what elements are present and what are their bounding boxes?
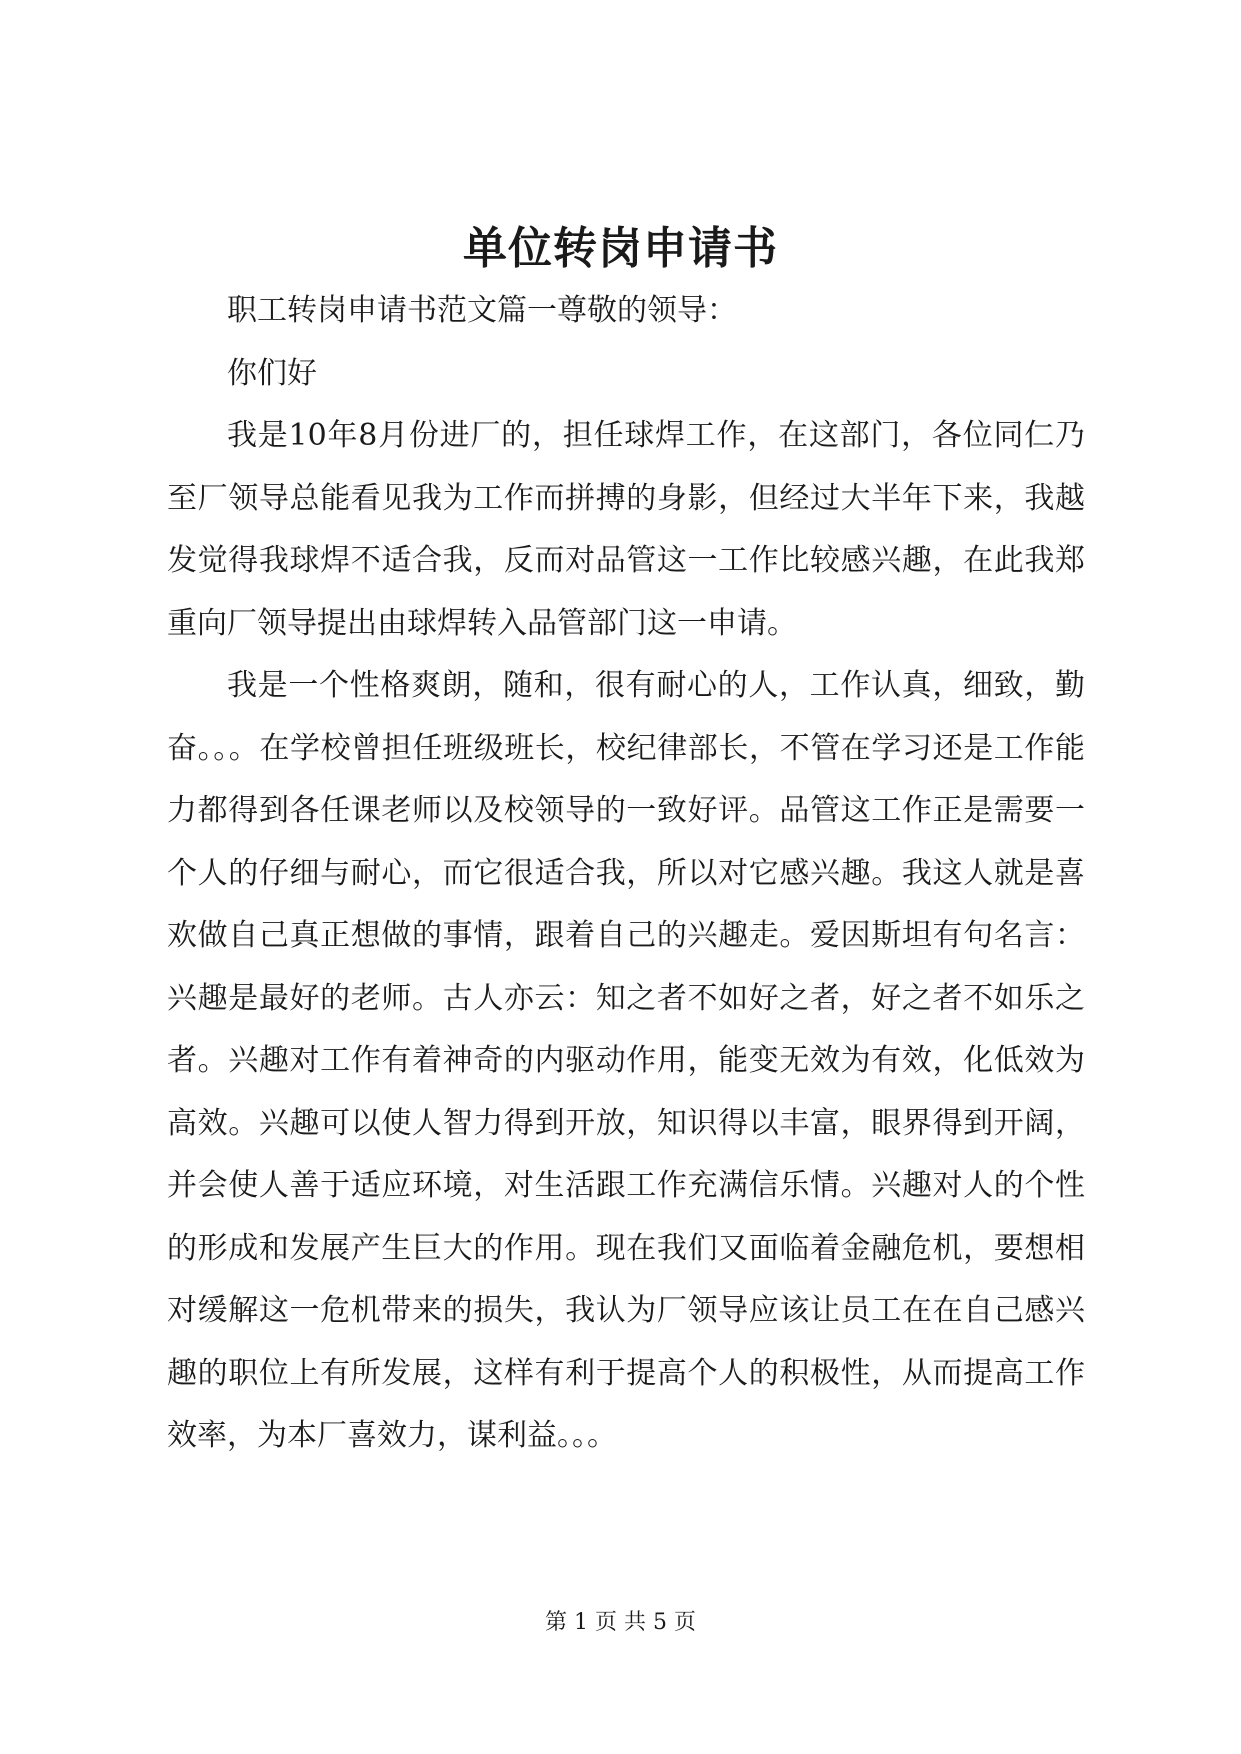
paragraph-background: 我是10年8月份进厂的，担任球焊工作，在这部门，各位同仁乃至厂领导总能看见我为工作而拼搏的身影，但经过大半年下来，我越发觉得我球焊不适合我，反而对品管这一工作比较感兴趣，在此我郑重向厂领导提出由球焊转入品管部门这一申请。: [167, 418, 1085, 641]
document-body: [167, 280, 1085, 1468]
paragraph-greeting: 你们好: [227, 355, 317, 391]
document-title: 单位转岗申请书: [463, 223, 778, 274]
paragraph-reasons: 我是一个性格爽朗，随和，很有耐心的人，工作认真，细致，勤奋。。。在学校曾担任班级班长，校纪律部长，不管在学习还是工作能力都得到各任课老师以及校领导的一致好评。品管这工作正是需要一个人的仔细与耐心，而它很适合我，所以对它感兴趣。我这人就是喜欢做自己真正想做的事情，跟着自己的兴趣走。爱因斯坦有句名言：兴趣是最好的老师。古人亦云：知之者不如好之者，好之者不如乐之者。兴趣对工作有着神奇的内驱动作用，能变无效为有效，化低效为高效。兴趣可以使人智力得到开放，知识得以丰富，眼界得到开阔，并会使人善于适应环境，对生活跟工作充满信乐情。兴趣对人的个性的形成和发展产生巨大的作用。现在我们又面临着金融危机，要想相对缓解这一危机带来的损失，我认为厂领导应该让员工在在自己感兴趣的职位上有所发展，这样有利于提高个人的积极性，从而提高工作效率，为本厂喜效力，谋利益。。。: [167, 668, 1085, 1453]
page-footer: 第 1 页 共 5 页: [545, 1610, 696, 1635]
paragraph-salutation: 职工转岗申请书范文篇一尊敬的领导：: [227, 293, 737, 328]
